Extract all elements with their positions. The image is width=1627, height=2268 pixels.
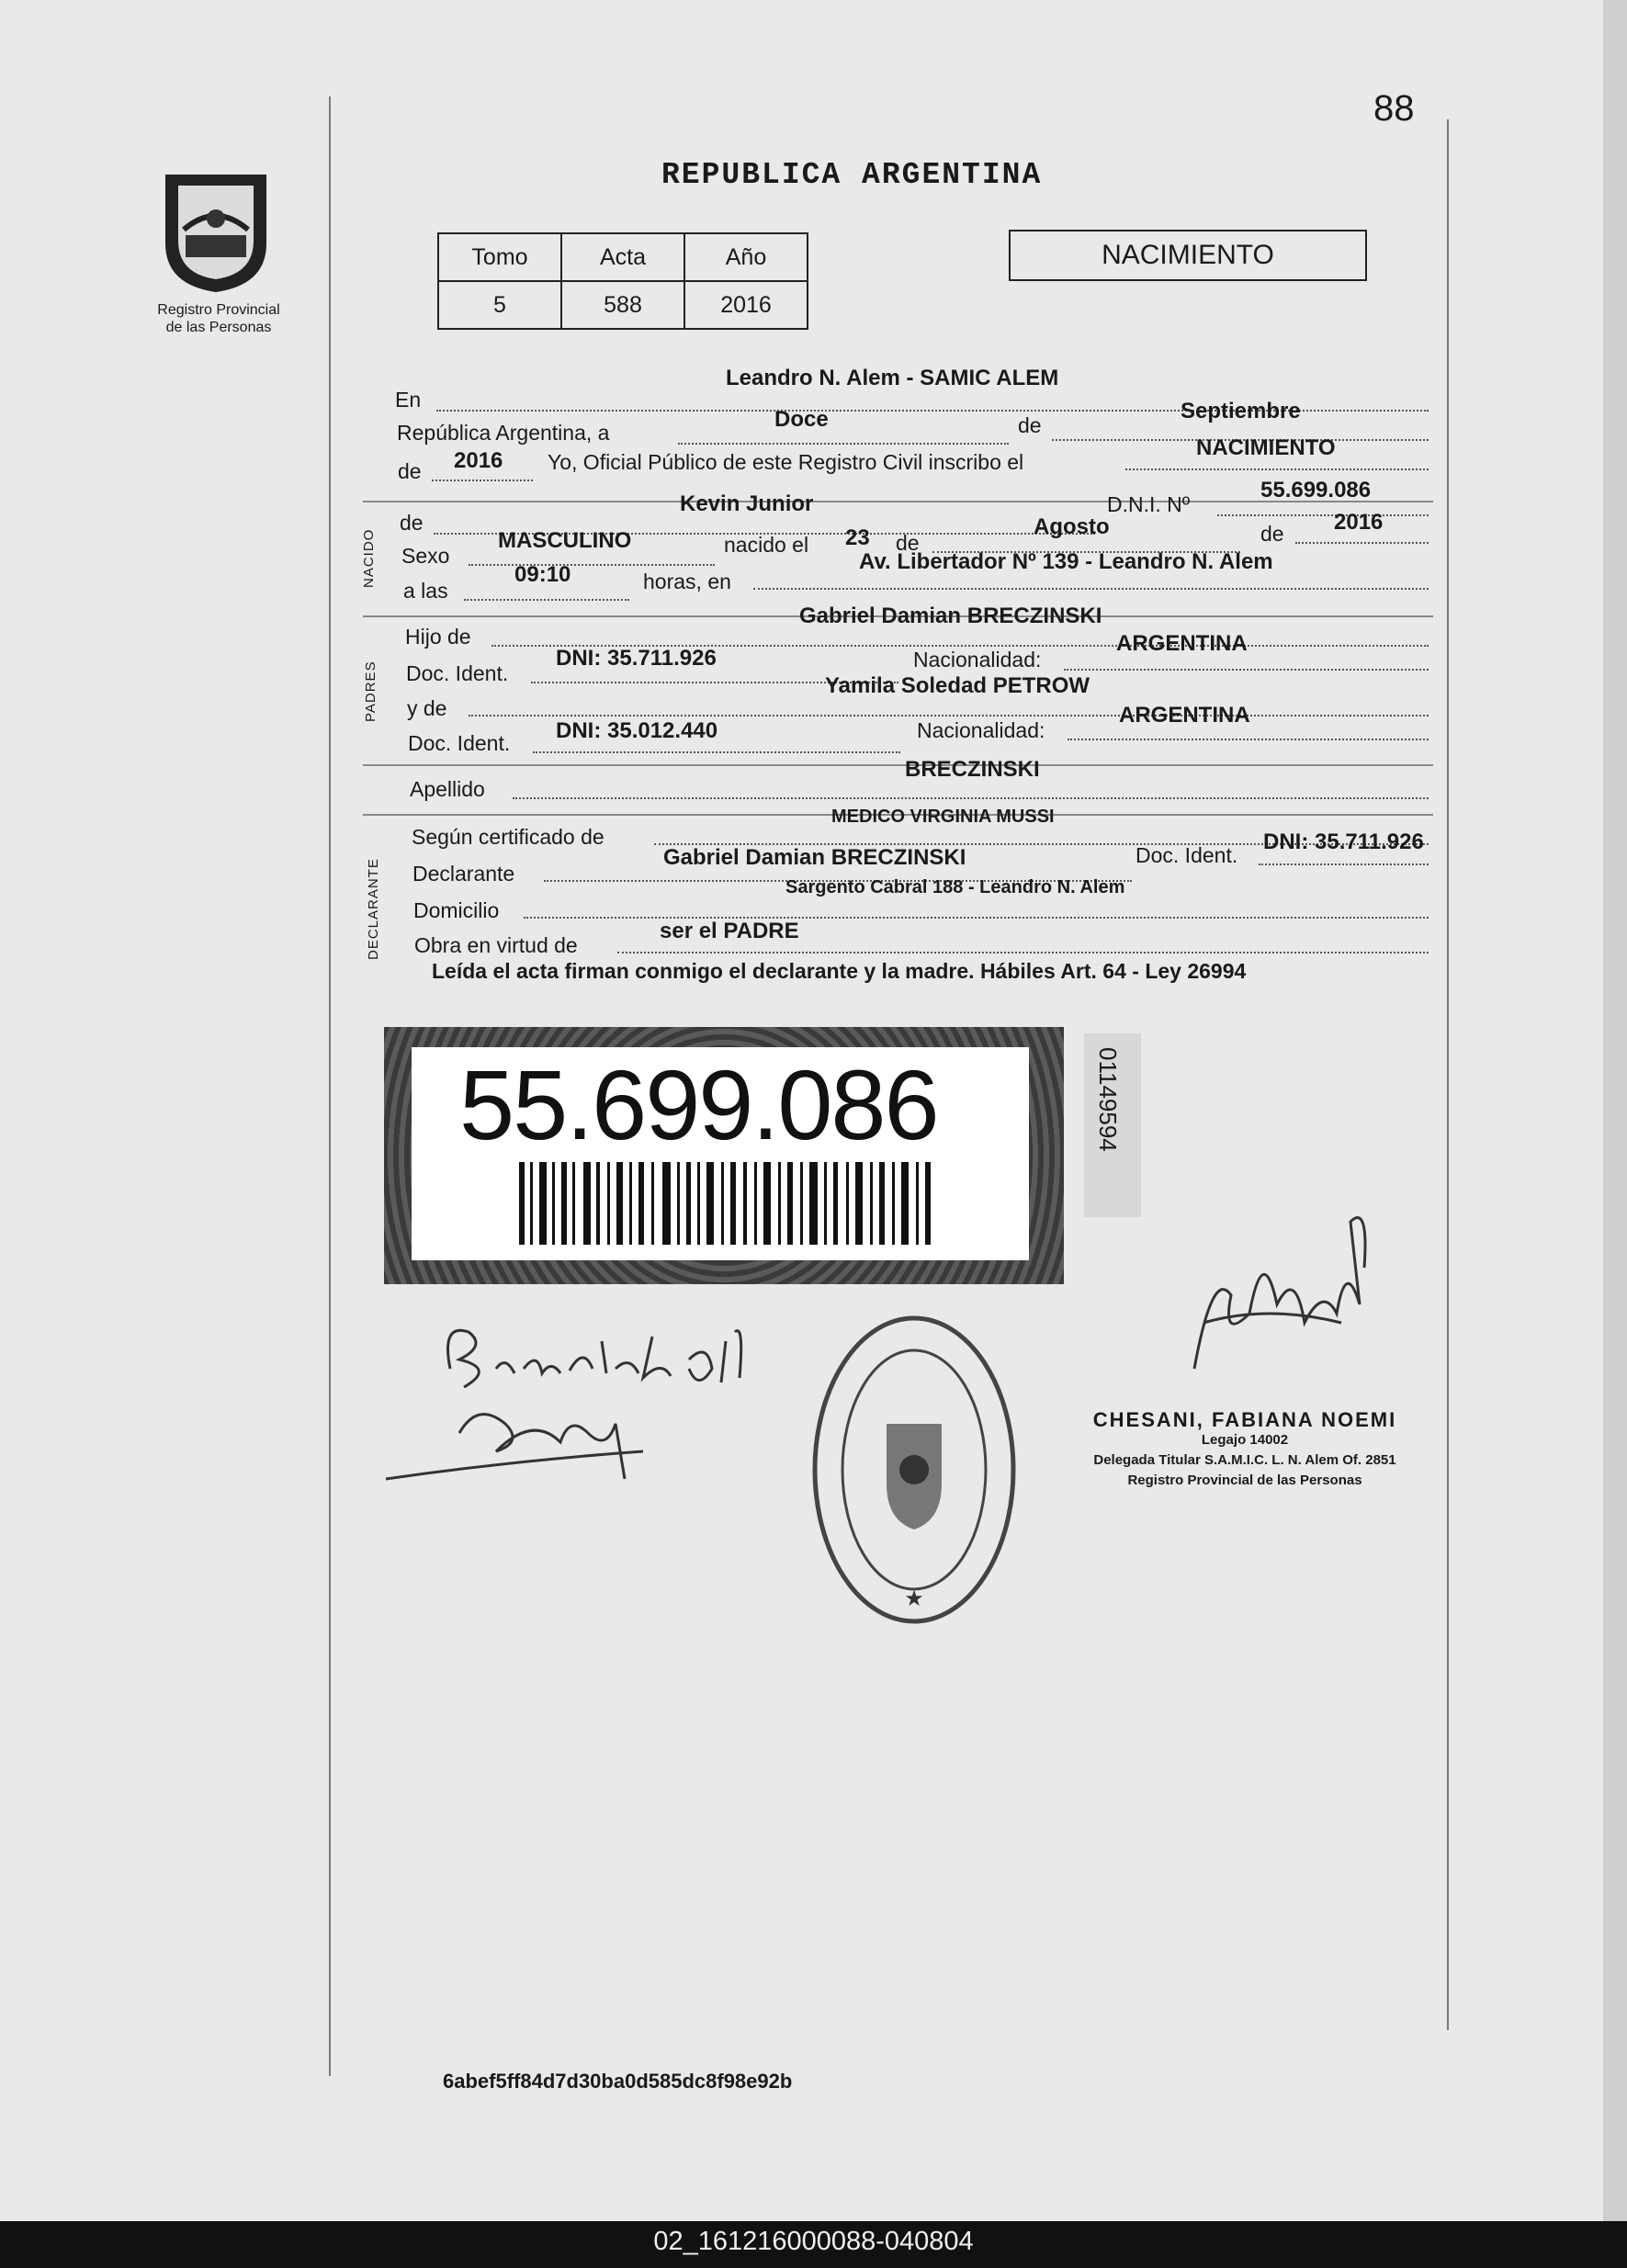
value-birth-month: Agosto xyxy=(1034,514,1110,539)
label-nacionalidad-mother: Nacionalidad: xyxy=(917,718,1045,742)
reference-value-cell: 588 xyxy=(561,281,684,329)
id-number: 55.699.086 xyxy=(459,1049,938,1160)
label-de-month: de xyxy=(896,531,920,555)
label-apellido: Apellido xyxy=(410,777,485,801)
value-declarant: Gabriel Damian BRECZINSKI xyxy=(663,845,966,870)
provincial-seal-logo xyxy=(147,156,285,294)
side-label-nacido: NACIDO xyxy=(361,528,377,588)
official-signature xyxy=(1176,1185,1387,1396)
document-hash: 6abef5ff84d7d30ba0d585dc8f98e92b xyxy=(443,2070,793,2093)
label-a-las: a las xyxy=(403,579,448,603)
dotted-line xyxy=(432,480,533,481)
file-caption: 02_161216000088-040804 xyxy=(653,2227,974,2256)
side-label-declarante: DECLARANTE xyxy=(366,858,381,960)
reference-header-row xyxy=(438,233,808,281)
value-dni: 55.699.086 xyxy=(1260,478,1372,502)
value-declarant-doc: DNI: 35.711.926 xyxy=(1263,829,1424,854)
label-de-name: de xyxy=(400,511,424,535)
value-mother-doc: DNI: 35.012.440 xyxy=(556,718,718,743)
dotted-line xyxy=(1068,739,1429,740)
label-declarante: Declarante xyxy=(412,862,515,886)
label-de-year: de xyxy=(398,459,422,483)
label-yo: Yo, Oficial Público de este Registro Civil inscribo el xyxy=(548,450,1024,474)
label-horas-en: horas, en xyxy=(643,570,731,593)
right-margin-line xyxy=(1447,119,1449,2030)
reference-value-cell: 5 xyxy=(438,281,561,329)
label-nacionalidad-father: Nacionalidad: xyxy=(913,648,1042,671)
label-republica: República Argentina, a xyxy=(397,421,610,445)
label-domicilio: Domicilio xyxy=(413,898,500,922)
value-birth-time: 09:10 xyxy=(514,562,571,587)
value-mother-name: Yamila Soledad PETROW xyxy=(825,673,1090,698)
value-day-words: Doce xyxy=(774,407,829,432)
value-birth-year: 2016 xyxy=(1334,510,1384,535)
label-en: En xyxy=(395,388,422,412)
official-role: Delegada Titular S.A.M.I.C. L. N. Alem Of. 2851 xyxy=(1093,1452,1396,1468)
label-de: de xyxy=(1018,413,1042,437)
value-father-name: Gabriel Damian BRECZINSKI xyxy=(799,604,1102,628)
label-sexo: Sexo xyxy=(401,544,450,568)
registry-stamp xyxy=(808,1314,1020,1626)
label-dni: D.N.I. Nº xyxy=(1107,492,1191,516)
value-place: Leandro N. Alem - SAMIC ALEM xyxy=(726,366,1059,390)
official-office: Registro Provincial de las Personas xyxy=(1127,1473,1362,1488)
side-label-padres: PADRES xyxy=(363,660,379,722)
value-surname: BRECZINSKI xyxy=(905,757,1040,782)
dotted-line xyxy=(1217,514,1429,516)
page-number: 88 xyxy=(1373,88,1415,129)
declarant-signature xyxy=(377,1304,836,1506)
label-y-de: y de xyxy=(407,696,447,720)
official-block xyxy=(1047,1410,1442,1491)
reference-value-cell: 2016 xyxy=(684,281,808,329)
value-father-nationality: ARGENTINA xyxy=(1116,631,1248,656)
dotted-line xyxy=(533,751,900,753)
value-mother-nationality: ARGENTINA xyxy=(1119,703,1250,728)
value-month: Septiembre xyxy=(1181,399,1301,423)
label-segun: Según certificado de xyxy=(412,825,604,849)
dotted-line xyxy=(617,952,1429,953)
reference-header-cell: Acta xyxy=(561,233,684,281)
dotted-line xyxy=(678,443,1009,445)
label-doc-ident-father: Doc. Ident. xyxy=(406,661,509,685)
value-by-virtue: ser el PADRE xyxy=(660,919,799,943)
registry-label xyxy=(127,301,311,336)
dotted-line xyxy=(469,715,1429,717)
value-act-type: NACIMIENTO xyxy=(1196,435,1336,460)
registry-label-line2: de las Personas xyxy=(165,320,272,335)
value-address: Sargento Cabral 188 - Leandro N. Alem xyxy=(785,877,1125,897)
value-birth-place: Av. Libertador Nº 139 - Leandro N. Alem xyxy=(859,549,1273,574)
label-obra: Obra en virtud de xyxy=(414,933,578,957)
registry-label-line1: Registro Provincial xyxy=(157,302,280,318)
dotted-line xyxy=(1259,863,1429,865)
serial-number: 01149594 xyxy=(1094,1047,1122,1152)
value-certificate-by: MEDICO VIRGINIA MUSSI xyxy=(831,807,1055,827)
left-margin-line xyxy=(329,96,331,2076)
label-doc-ident-declarant: Doc. Ident. xyxy=(1136,843,1238,867)
reference-header-cell: Año xyxy=(684,233,808,281)
dotted-line xyxy=(464,599,629,601)
barcode xyxy=(519,1162,937,1245)
value-birth-day: 23 xyxy=(845,525,870,550)
reference-header-cell: Tomo xyxy=(438,233,561,281)
dotted-line xyxy=(1064,669,1429,671)
dotted-line xyxy=(513,797,1429,799)
section-divider xyxy=(363,764,1433,766)
closing-statement: Leída el acta firman conmigo el declarante y la madre. Hábiles Art. 64 - Ley 26994 xyxy=(432,959,1247,983)
reference-table xyxy=(437,232,808,330)
value-sex: MASCULINO xyxy=(498,528,632,553)
dotted-line xyxy=(753,588,1429,590)
reference-value-row xyxy=(438,281,808,329)
document-type-box: NACIMIENTO xyxy=(1009,230,1367,281)
label-de-year2: de xyxy=(1260,522,1284,546)
official-legajo: Legajo 14002 xyxy=(1201,1432,1289,1448)
label-nacido-el: nacido el xyxy=(724,533,809,557)
value-child-name: Kevin Junior xyxy=(680,491,814,516)
value-year: 2016 xyxy=(454,448,503,473)
page-edge xyxy=(1603,0,1627,2221)
label-doc-ident-mother: Doc. Ident. xyxy=(408,731,511,755)
official-name: CHESANI, FABIANA NOEMI xyxy=(1092,1408,1397,1431)
dotted-line xyxy=(1125,468,1429,470)
svg-text:★: ★ xyxy=(904,1586,924,1611)
document-title: REPUBLICA ARGENTINA xyxy=(661,158,1043,192)
label-hijo-de: Hijo de xyxy=(405,625,471,649)
dotted-line xyxy=(1295,542,1429,544)
value-father-doc: DNI: 35.711.926 xyxy=(556,646,717,671)
dotted-line xyxy=(469,564,715,566)
